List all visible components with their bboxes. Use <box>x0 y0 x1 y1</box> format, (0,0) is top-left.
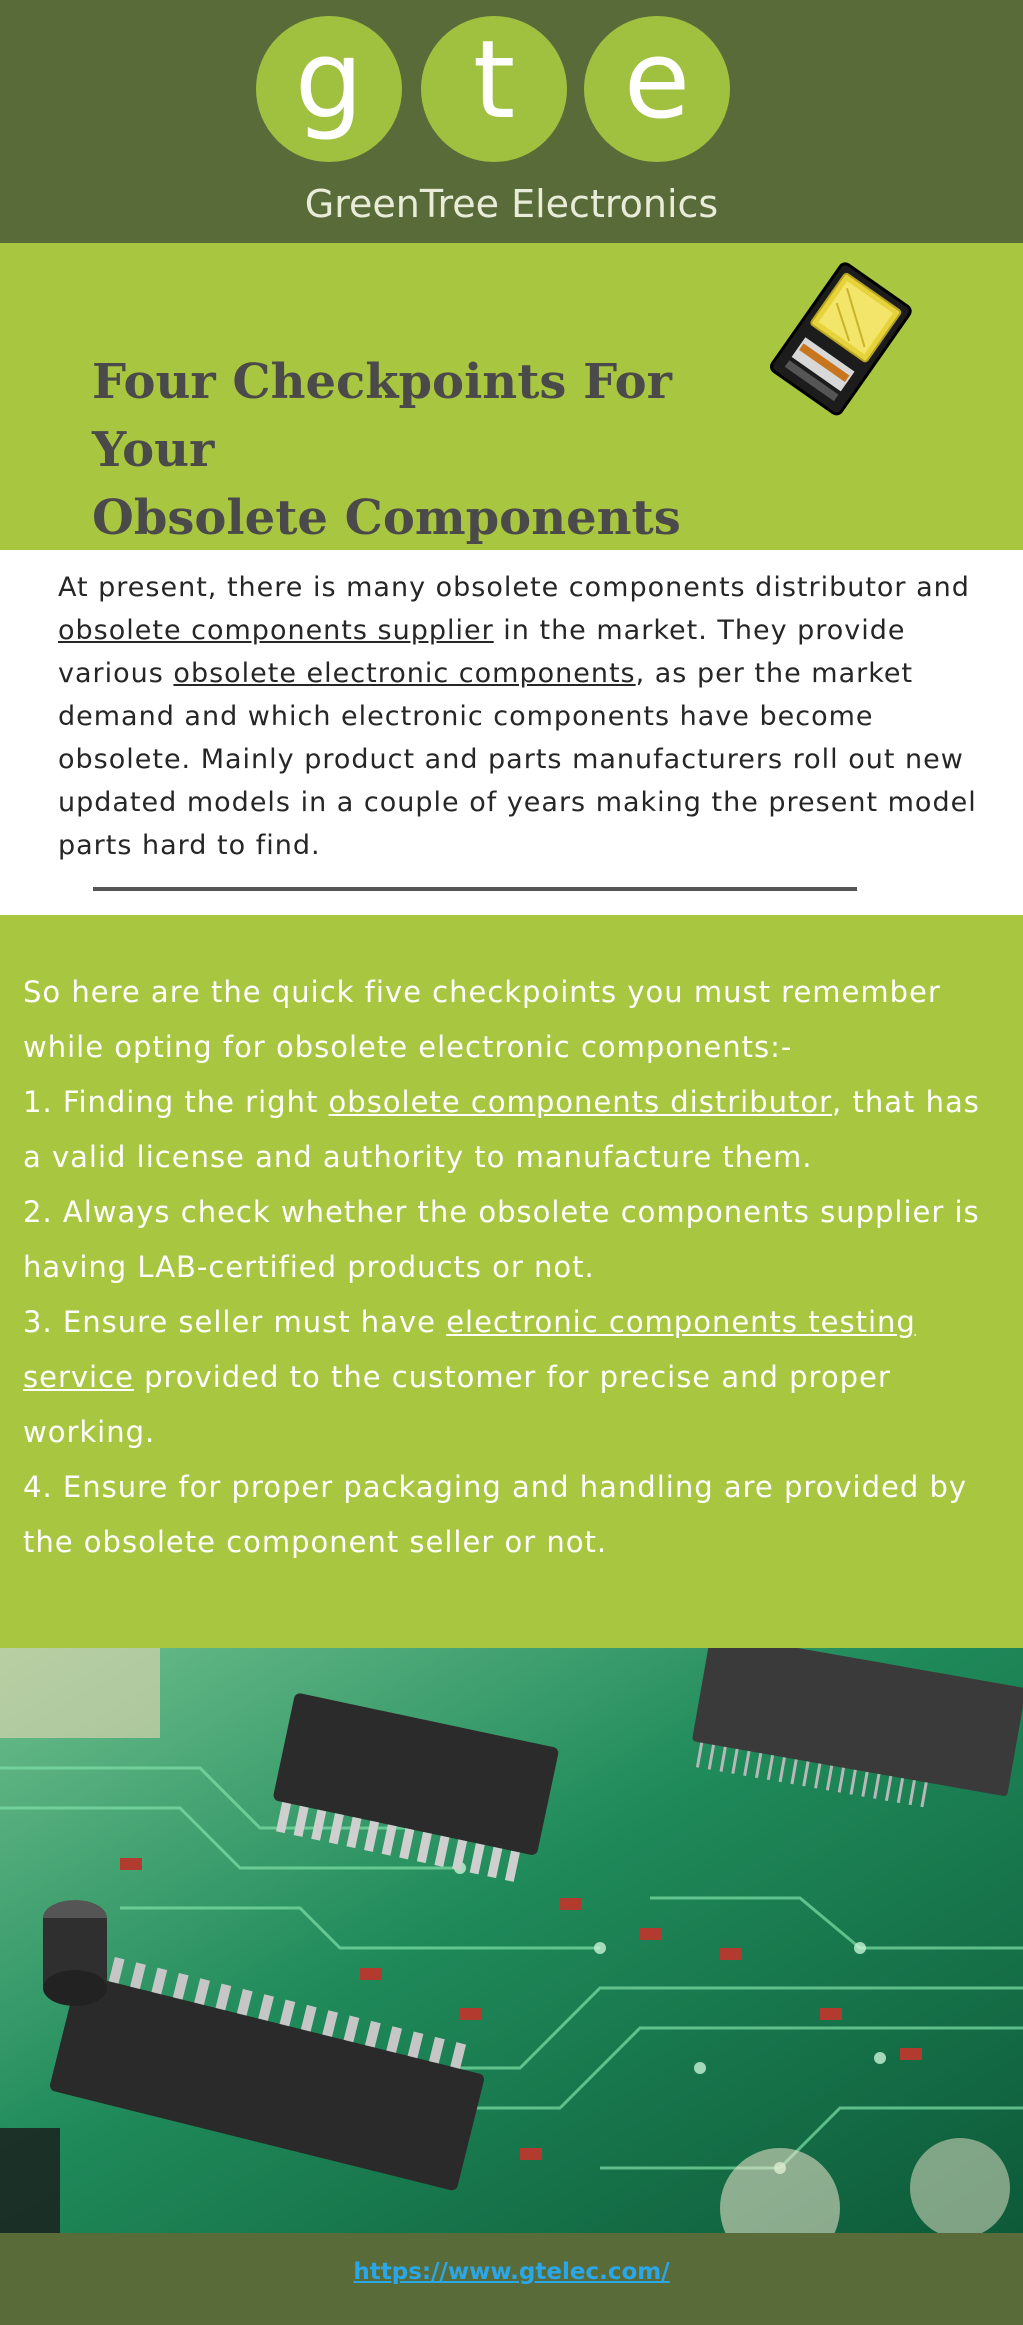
obsolete-components-distributor-link[interactable]: obsolete components distributor <box>328 1085 833 1119</box>
title-line-1: Four Checkpoints For Your <box>92 354 672 478</box>
checkpoint-3-suffix: provided to the customer for precise and proper working. <box>23 1360 891 1449</box>
obsolete-components-supplier-link[interactable]: obsolete components supplier <box>58 615 494 646</box>
checkpoint-item-4: 4. Ensure for proper packaging and handling are provided by the obsolete component seller or not. <box>23 1470 968 1559</box>
checkpoint-1-prefix: 1. Finding the right <box>23 1085 329 1119</box>
circuit-board-illustration <box>0 1648 1023 2233</box>
checkpoint-3-prefix: 3. Ensure seller must have <box>23 1305 447 1339</box>
logo-letter-e: e <box>584 16 730 162</box>
checkpoint-1-suffix: , that has a valid license and authority to manufacture them. <box>23 1085 980 1174</box>
electronic-components-testing-service-link[interactable]: electronic components testing service <box>23 1305 916 1394</box>
logo-letter-g: g <box>256 16 402 162</box>
title-banner <box>0 243 1023 550</box>
intro-section <box>0 550 1023 915</box>
obsolete-electronic-components-link[interactable]: obsolete electronic components <box>173 658 636 689</box>
site-header <box>0 0 1023 243</box>
logo-letter-t: t <box>421 16 567 162</box>
intro-text-part1: At present, there is many obsolete components distributor and <box>58 572 970 603</box>
checkpoint-item-3 <box>23 1295 1008 1460</box>
memory-card-icon <box>748 253 928 433</box>
intro-text-part2: in the market. They provide various <box>58 615 906 689</box>
title-line-2: Obsolete Components <box>92 490 681 546</box>
site-footer <box>0 2233 1023 2325</box>
brand-name: GreenTree Electronics <box>304 182 719 226</box>
checkpoint-item-2: 2. Always check whether the obsolete components supplier is having LAB-certified products or not. <box>23 1195 980 1284</box>
section-divider <box>93 887 857 891</box>
checkpoints-section <box>0 915 1023 1648</box>
checkpoints-list <box>23 965 1008 1570</box>
intro-paragraph <box>58 566 978 867</box>
checkpoint-item-1 <box>23 1075 1008 1185</box>
checkpoints-intro: So here are the quick five checkpoints you must remember while opting for obsolete electronic components:- <box>23 975 941 1064</box>
website-url-link[interactable]: https://www.gtelec.com/ <box>353 2259 670 2285</box>
intro-text-part3: , as per the market demand and which electronic components have become obsolete. Mainly product and parts manufacturers roll out new updated models in a couple of years making the present model parts hard to find. <box>58 658 977 861</box>
circuit-board-image <box>0 1648 1023 2233</box>
page-title <box>92 348 792 552</box>
